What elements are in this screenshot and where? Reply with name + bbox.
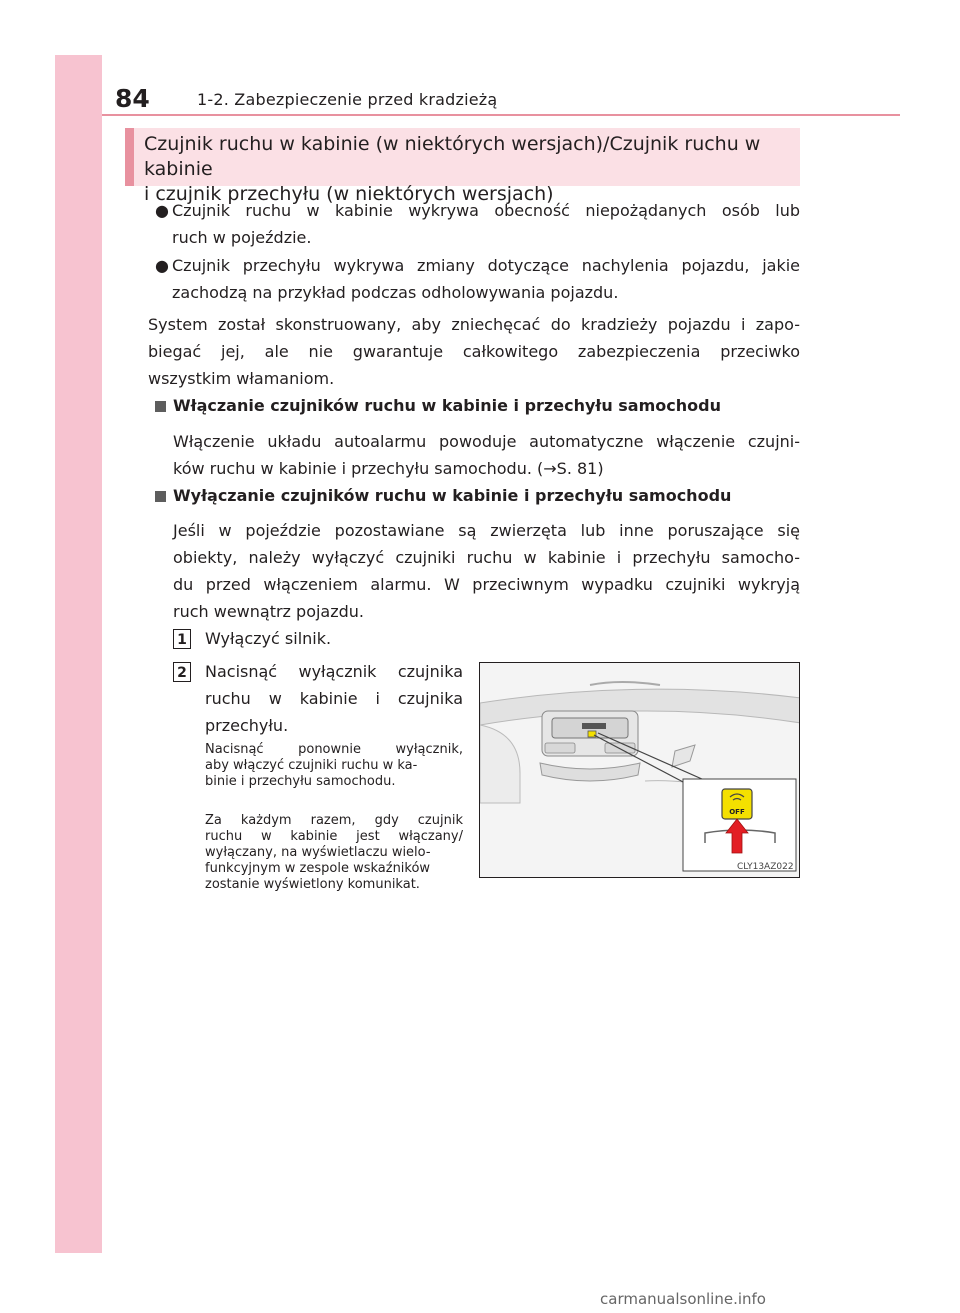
watermark: carmanualsonline.info (600, 1290, 766, 1308)
bullet-1-line-2: ruch w pojeździe. (172, 228, 312, 247)
disable-line-1: Jeśli w pojeździe pozostawiane są zwierzęta lub inne poruszające się (173, 521, 800, 540)
section-accent-bar (125, 128, 134, 186)
note-1-line-3: binie i przechyłu samochodu. (205, 774, 396, 789)
bullet-2-line-1: Czujnik przechyłu wykrywa zmiany dotyczące nachylenia pojazdu, jakie (172, 256, 800, 275)
note-2-line-4: funkcyjnym w zespole wskaźników (205, 861, 431, 876)
bullet-text-2 (172, 252, 800, 306)
note-2-line-1: Za każdym razem, gdy czujnik (205, 813, 463, 828)
section-title-line-2: i czujnik przechyłu (w niektórych wersjach) (144, 183, 554, 205)
disable-line-3: du przed włączeniem alarmu. W przeciwnym wypadku czujniki wykryją (173, 575, 800, 594)
step-1-text: Wyłączyć silnik. (205, 629, 332, 648)
bullet-2-line-2: zachodzą na przykład podczas odholowywania pojazdu. (172, 283, 619, 302)
note-1 (205, 742, 463, 790)
side-strip (55, 55, 102, 1253)
enable-heading: Włączanie czujników ruchu w kabinie i przechyłu samochodu (173, 396, 721, 415)
bullet-1-line-1: Czujnik ruchu w kabinie wykrywa obecność niepożądanych osób lub (172, 201, 800, 220)
disable-line-4: ruch wewnątrz pojazdu. (173, 602, 365, 621)
note-2 (205, 813, 463, 893)
note-2-line-3: wyłączany, na wyświetlaczu wielo- (205, 845, 431, 860)
step-2-line-2: ruchu w kabinie i czujnika (205, 689, 463, 708)
step-number-2: 2 (173, 662, 191, 682)
bullet-icon: ● (155, 256, 169, 275)
overhead-console-figure (479, 662, 800, 878)
step-2-line-3: przechyłu. (205, 716, 289, 735)
bullet-icon: ● (155, 201, 169, 220)
enable-paragraph (173, 428, 800, 482)
chapter-title: 1-2. Zabezpieczenie przed kradzieżą (197, 90, 498, 109)
figure-code: CLY13AZ022 (737, 862, 794, 872)
overhead-console-illustration (480, 663, 800, 878)
note-1-line-1: Nacisnąć ponownie wyłącznik, (205, 742, 463, 757)
enable-line-2: ków ruchu w kabinie i przechyłu samochodu. (→S. 81) (173, 459, 604, 478)
page-number: 84 (115, 84, 150, 113)
square-bullet-icon (155, 401, 166, 412)
section-title-box (125, 128, 800, 205)
section-title (144, 132, 794, 207)
intro-paragraph (148, 311, 800, 392)
disable-paragraph (173, 517, 800, 625)
step-2-text (205, 658, 463, 739)
note-2-line-5: zostanie wyświetlony komunikat. (205, 877, 420, 892)
note-1-line-2: aby włączyć czujniki ruchu w ka- (205, 758, 418, 773)
intro-line-2: biegać jej, ale nie gwarantuje całkowitego zabezpieczenia przeciwko (148, 342, 800, 361)
enable-line-1: Włączenie układu autoalarmu powoduje automatyczne włączenie czujni- (173, 432, 800, 451)
note-2-line-2: ruchu w kabinie jest włączany/ (205, 829, 463, 844)
step-2-line-1: Nacisnąć wyłącznik czujnika (205, 662, 463, 681)
intro-line-1: System został skonstruowany, aby zniechęcać do kradzieży pojazdu i zapo- (148, 315, 800, 334)
disable-heading: Wyłączanie czujników ruchu w kabinie i przechyłu samochodu (173, 486, 732, 505)
intro-line-3: wszystkim włamaniom. (148, 369, 335, 388)
off-button-label: OFF (729, 808, 745, 816)
header-rule (102, 114, 900, 116)
bullet-text-1 (172, 197, 800, 251)
square-bullet-icon (155, 491, 166, 502)
section-title-line-1: Czujnik ruchu w kabinie (w niektórych wersjach)/Czujnik ruchu w kabinie (144, 133, 761, 180)
disable-line-2: obiekty, należy wyłączyć czujniki ruchu w kabinie i przechyłu samocho- (173, 548, 800, 567)
step-number-1: 1 (173, 629, 191, 649)
